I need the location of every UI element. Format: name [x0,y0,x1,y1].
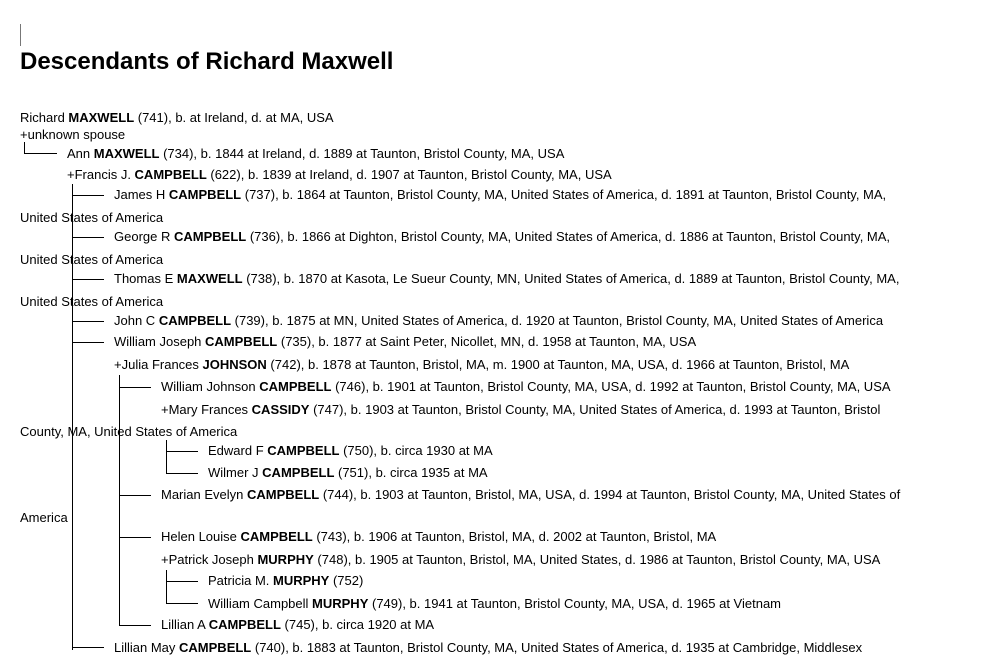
connector-horizontal [72,342,104,343]
tree-entry: John C CAMPBELL (739), b. 1875 at MN, United States of America, d. 1920 at Taunton, Bristol County, MA, United States of America [114,313,884,328]
tree-entry: Richard MAXWELL (741), b. at Ireland, d. at MA, USA [20,110,334,125]
connector-horizontal [72,237,104,238]
connector-horizontal [72,321,104,322]
connector-vertical [24,142,25,153]
connector-horizontal [119,387,151,388]
connector-horizontal [166,451,198,452]
connector-horizontal [72,647,104,648]
tree-entry: +Patrick Joseph MURPHY (748), b. 1905 at Taunton, Bristol, MA, United States, d. 1986 at Taunton, Bristol County, MA, USA [161,552,881,567]
tree-entry: William Campbell MURPHY (749), b. 1941 at Taunton, Bristol County, MA, USA, d. 1965 at Vietnam [208,596,781,611]
page-title: Descendants of Richard Maxwell [20,48,394,75]
tree-entry-continuation: America [20,510,68,525]
connector-horizontal [72,279,104,280]
connector-horizontal [166,473,198,474]
tree-entry: George R CAMPBELL (736), b. 1866 at Dighton, Bristol County, MA, United States of America, d. 1886 at Taunton, Bristol County, MA, [114,229,891,244]
connector-horizontal [119,625,151,626]
tree-entry: +unknown spouse [20,127,126,142]
connector-horizontal [24,153,57,154]
tree-entry: +Francis J. CAMPBELL (622), b. 1839 at Ireland, d. 1907 at Taunton, Bristol County, MA, USA [67,167,612,182]
tree-entry: +Mary Frances CASSIDY (747), b. 1903 at Taunton, Bristol County, MA, United States of America, d. 1993 at Taunton, Bristol [161,402,881,417]
connector-horizontal [119,495,151,496]
tree-entry: +Julia Frances JOHNSON (742), b. 1878 at Taunton, Bristol, MA, m. 1900 at Taunton, MA, USA, d. 1966 at Taunton, Bristol, MA [114,357,850,372]
tree-entry: Helen Louise CAMPBELL (743), b. 1906 at Taunton, Bristol, MA, d. 2002 at Taunton, Bristol, MA [161,529,717,544]
tree-entry: Wilmer J CAMPBELL (751), b. circa 1935 at MA [208,465,488,480]
connector-horizontal [166,603,198,604]
tree-entry: Ann MAXWELL (734), b. 1844 at Ireland, d. 1889 at Taunton, Bristol County, MA, USA [67,146,565,161]
tree-entry-continuation: United States of America [20,294,164,309]
tree-entry: Patricia M. MURPHY (752) [208,573,364,588]
tree-entry: Marian Evelyn CAMPBELL (744), b. 1903 at Taunton, Bristol, MA, USA, d. 1994 at Taunton, Bristol County, MA, United States of [161,487,901,502]
tree-entry: Edward F CAMPBELL (750), b. circa 1930 at MA [208,443,493,458]
connector-horizontal [119,537,151,538]
connector-horizontal [72,195,104,196]
tree-entry-continuation: United States of America [20,210,164,225]
tree-entry: Lillian May CAMPBELL (740), b. 1883 at Taunton, Bristol County, MA, United States of America, d. 1935 at Cambridge, Middlesex [114,640,863,655]
tree-entry-continuation: United States of America [20,252,164,267]
tree-entry: Thomas E MAXWELL (738), b. 1870 at Kasota, Le Sueur County, MN, United States of America, d. 1889 at Taunton, Bristol County, MA, [114,271,900,286]
tree-entry: William Johnson CAMPBELL (746), b. 1901 at Taunton, Bristol County, MA, USA, d. 1992 at Taunton, Bristol County, MA, USA [161,379,891,394]
connector-horizontal [166,581,198,582]
connector-vertical [166,440,167,473]
tree-entry: James H CAMPBELL (737), b. 1864 at Taunton, Bristol County, MA, United States of America, d. 1891 at Taunton, Bristol County, MA, [114,187,887,202]
connector-vertical [166,570,167,603]
tree-entry: William Joseph CAMPBELL (735), b. 1877 at Saint Peter, Nicollet, MN, d. 1958 at Taunton, MA, USA [114,334,697,349]
tree-entry-continuation: County, MA, United States of America [20,424,238,439]
connector-vertical [119,375,120,625]
tree-entry: Lillian A CAMPBELL (745), b. circa 1920 at MA [161,617,435,632]
